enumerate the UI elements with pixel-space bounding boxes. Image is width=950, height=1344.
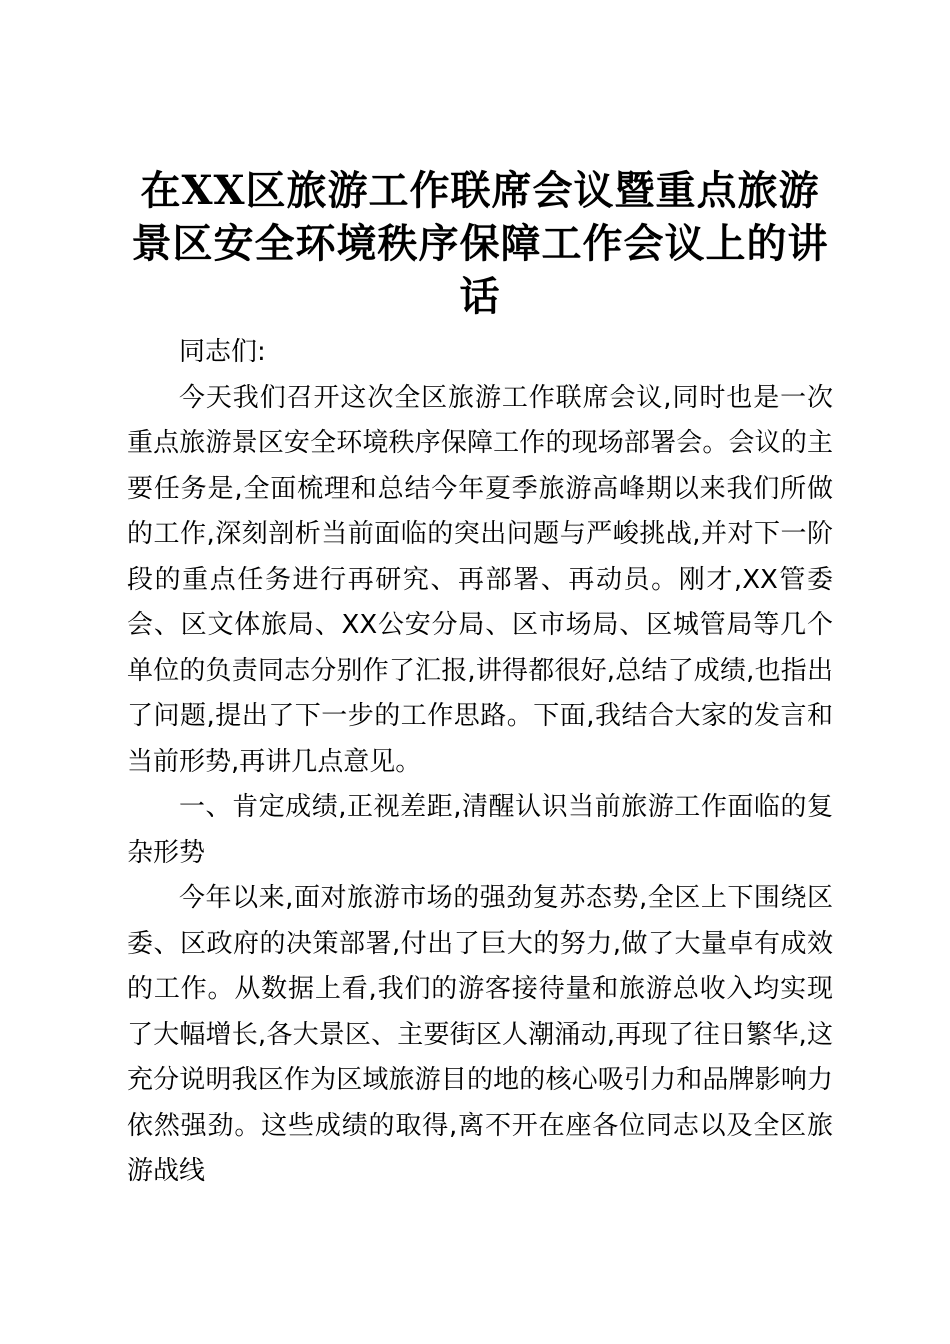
paragraph-section-1: 今年以来,面对旅游市场的强劲复苏态势,全区上下围绕区委、区政府的决策部署,付出了巨大的努力,做了大量卓有成效的工作。从数据上看,我们的游客接待量和旅游总收入均实现了大幅增长,各大景区、主要街区人潮涌动,再现了往日繁华,这充分说明我区作为区域旅游目的地的核心吸引力和品牌影响力依然强劲。这些成绩的取得,离不开在座各位同志以及全区旅游战线 [127, 883, 833, 1186]
document-body [127, 330, 833, 1195]
document-title: 在XX区旅游工作联席会议暨重点旅游景区安全环境秩序保障工作会议上的讲话 [131, 167, 829, 320]
salutation: 同志们: [179, 337, 266, 367]
paragraph-opening: 今天我们召开这次全区旅游工作联席会议,同时也是一次重点旅游景区安全环境秩序保障工作的现场部署会。会议的主要任务是,全面梳理和总结今年夏季旅游高峰期以来我们所做的工作,深刻剖析当前面临的突出问题与严峻挑战,并对下一阶段的重点任务进行再研究、再部署、再动员。刚才,XX管委会、区文体旅局、XX公安分局、区市场局、区城管局等几个单位的负责同志分别作了汇报,讲得都很好,总结了成绩,也指出了问题,提出了下一步的工作思路。下面,我结合大家的发言和当前形势,再讲几点意见。 [127, 382, 833, 777]
section-heading-1: 一、肯定成绩,正视差距,清醒认识当前旅游工作面临的复杂形势 [127, 792, 833, 868]
